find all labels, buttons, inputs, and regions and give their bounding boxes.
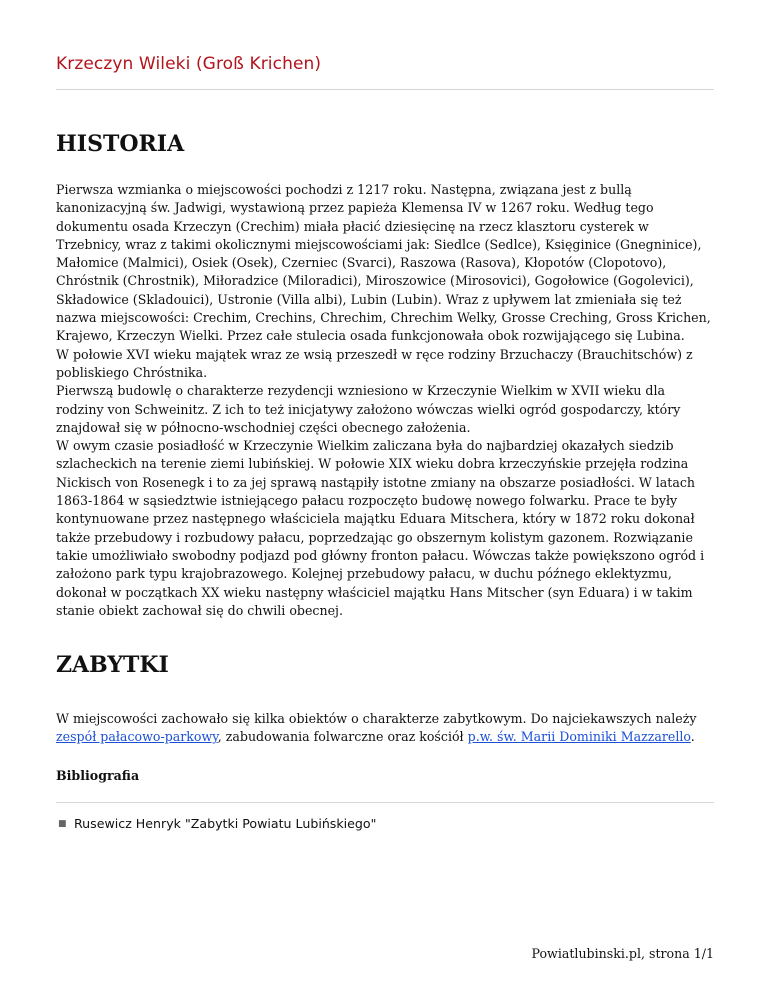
historia-heading: HISTORIA xyxy=(56,131,185,157)
title-divider xyxy=(56,89,714,90)
zabytki-text-middle: , zabudowania folwarczne oraz kościół xyxy=(217,729,468,745)
list-item xyxy=(56,815,376,833)
page-footer: Powiatlubinski.pl, strona 1/1 xyxy=(531,946,714,961)
zabytki-text-before: W miejscowości zachowało się kilka obiektów o charakterze zabytkowym. Do najciekawszych należy xyxy=(56,711,697,726)
bibliography-heading: Bibliografia xyxy=(56,768,140,783)
historia-paragraph: W połowie XVI wieku majątek wraz ze wsią przeszedł w ręce rodziny Brzuchaczy (Brauchitschów) z pobliskiego Chróstnika. xyxy=(56,346,693,380)
zabytki-paragraph xyxy=(56,710,716,747)
historia-paragraph: Pierwszą budowlę o charakterze rezydencji wzniesiono w Krzeczynie Wielkim w XVII wieku dla rodziny von Schweinitz. Z ich to też inicjatywy założono wówczas wielki ogród gospodarczy, który znajdował się w północno-wschodniej części obecnego założenia. xyxy=(56,383,681,435)
bibliography-divider xyxy=(56,802,714,803)
historia-section xyxy=(56,181,716,620)
church-link[interactable]: p.w. św. Marii Dominiki Mazzarello xyxy=(467,729,691,745)
page-title: Krzeczyn Wileki (Groß Krichen) xyxy=(56,54,322,74)
bibliography-entry: Rusewicz Henryk "Zabytki Powiatu Lubińskiego" xyxy=(74,816,377,831)
bibliography-list xyxy=(56,815,376,833)
historia-paragraph: Pierwsza wzmianka o miejscowości pochodzi z 1217 roku. Następna, związana jest z bullą kanonizacyjną św. Jadwigi, wystawioną przez papieża Klemensa IV w 1267 roku. Według tego dokumentu osada Krzeczyn (Crechim) miała płacić dziesięcinę na rzecz klasztoru cysterek w Trzebnicy, wraz z takimi okolicznymi miejscowościami jak: Siedlce (Sedlce), Księginice (Gnegninice), Małomice (Malmici), Osiek (Osek), Czerniec (Svarci), Raszowa (Rasova), Kłopotów (Clopotovo), Chróstnik (Chrostnik), Miłoradzice (Miloradici), Miroszowice (Mirosovici), Gogołowice (Gogolevici), Składowice (Skladouici), Ustronie (Villa albi), Lubin (Lubin). Wraz z upływem lat zmieniała się też nazwa miejscowości: Crechim, Crechins, Chrechim, Chrechim Welky, Grosse Creching, Gross Krichen, Krajewo, Krzeczyn Wielki. Przez całe stulecia osada funkcjonowała obok rozwijającego się Lubina. xyxy=(56,182,711,344)
zabytki-heading: ZABYTKI xyxy=(56,652,169,678)
square-bullet-icon: ■ xyxy=(58,819,67,829)
palace-park-link[interactable]: zespół pałacowo-parkowy xyxy=(56,729,218,745)
historia-paragraph: W owym czasie posiadłość w Krzeczynie Wielkim zaliczana była do najbardziej okazałych siedzib szlacheckich na terenie ziemi lubińskiej. W połowie XIX wieku dobra krzeczyńskie przejęła rodzina Nickisch von Rosenegk i to za jej sprawą nastąpiły istotne zmiany na obszarze posiadłości. W latach 1863-1864 w sąsiedztwie istniejącego pałacu rozpoczęto budowę nowego folwarku. Prace te były kontynuowane przez następnego właściciela majątku Eduara Mitschera, który w 1872 roku dokonał także przebudowy i rozbudowy pałacu, poprzedzając go obszernym kolistym gazonem. Rozwiązanie takie umożliwiało swobodny podjazd pod główny fronton pałacu. Wówczas także powiększono ogród i założono park typu krajobrazowego. Kolejnej przebudowy pałacu, w duchu późnego eklektyzmu, dokonał w początkach XX wieku następny właściciel majątku Hans Mitscher (syn Eduara) i w takim stanie obiekt zachował się do chwili obecnej. xyxy=(56,438,705,618)
document-page xyxy=(56,0,714,994)
zabytki-text-after: . xyxy=(690,729,695,745)
